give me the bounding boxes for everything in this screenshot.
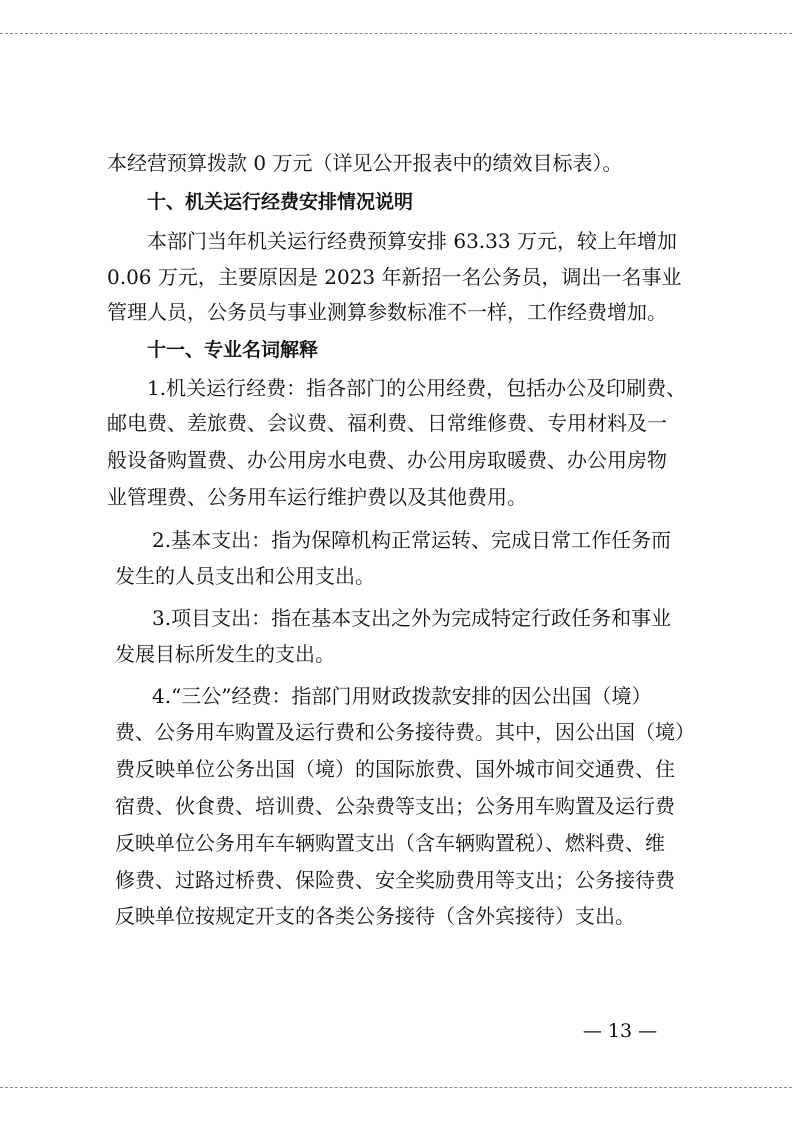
text-line: 本部门当年机关运行经费预算安排 63.33 万元，较上年增加 <box>147 229 677 253</box>
text-line: 宿费、伙食费、培训费、公杂费等支出；公务用车购置及运行费 <box>115 794 675 818</box>
text-line: 发展目标所发生的支出。 <box>115 642 335 666</box>
text-line: 般设备购置费、办公用房水电费、办公用房取暖费、办公用房物 <box>107 448 667 472</box>
bottom-dashed-border <box>0 1087 792 1088</box>
text-line: 业管理费、公务用车运行维护费以及其他费用。 <box>107 485 527 509</box>
top-dashed-border <box>0 33 792 34</box>
section-heading-10: 十、机关运行经费安排情况说明 <box>147 191 414 213</box>
text-line: 反映单位公务用车车辆购置支出（含车辆购置税）、燃料费、维 <box>115 831 665 855</box>
text-line: 4.“三公”经费：指部门用财政拨款安排的因公出国（境） <box>152 684 652 708</box>
text-line: 费、公务用车购置及运行费和公务接待费。其中，因公出国（境） <box>115 720 695 744</box>
section-heading-11: 十一、专业名词解释 <box>147 339 319 361</box>
text-line: 修费、过路过桥费、保险费、安全奖励费用等支出；公务接待费 <box>115 868 675 892</box>
text-line: 1.机关运行经费：指各部门的公用经费，包括办公及印刷费、 <box>147 376 687 400</box>
text-line: 发生的人员支出和公用支出。 <box>115 564 375 588</box>
text-line: 0.06 万元，主要原因是 2023 年新招一名公务员，调出一名事业 <box>107 265 682 289</box>
text-line: 2.基本支出：指为保障机构正常运转、完成日常工作任务而 <box>152 528 672 552</box>
text-line: 管理人员，公务员与事业测算参数标准不一样，工作经费增加。 <box>107 300 667 324</box>
text-line: 本经营预算拨款 0 万元（详见公开报表中的绩效目标表）。 <box>107 151 623 175</box>
text-line: 邮电费、差旅费、会议费、福利费、日常维修费、专用材料及一 <box>107 411 667 435</box>
page-number: — 13 — <box>582 1020 658 1042</box>
text-line: 3.项目支出：指在基本支出之外为完成特定行政任务和事业 <box>152 606 672 630</box>
text-line: 反映单位按规定开支的各类公务接待（含外宾接待）支出。 <box>115 904 635 928</box>
text-line: 费反映单位公务出国（境）的国际旅费、国外城市间交通费、住 <box>115 757 675 781</box>
